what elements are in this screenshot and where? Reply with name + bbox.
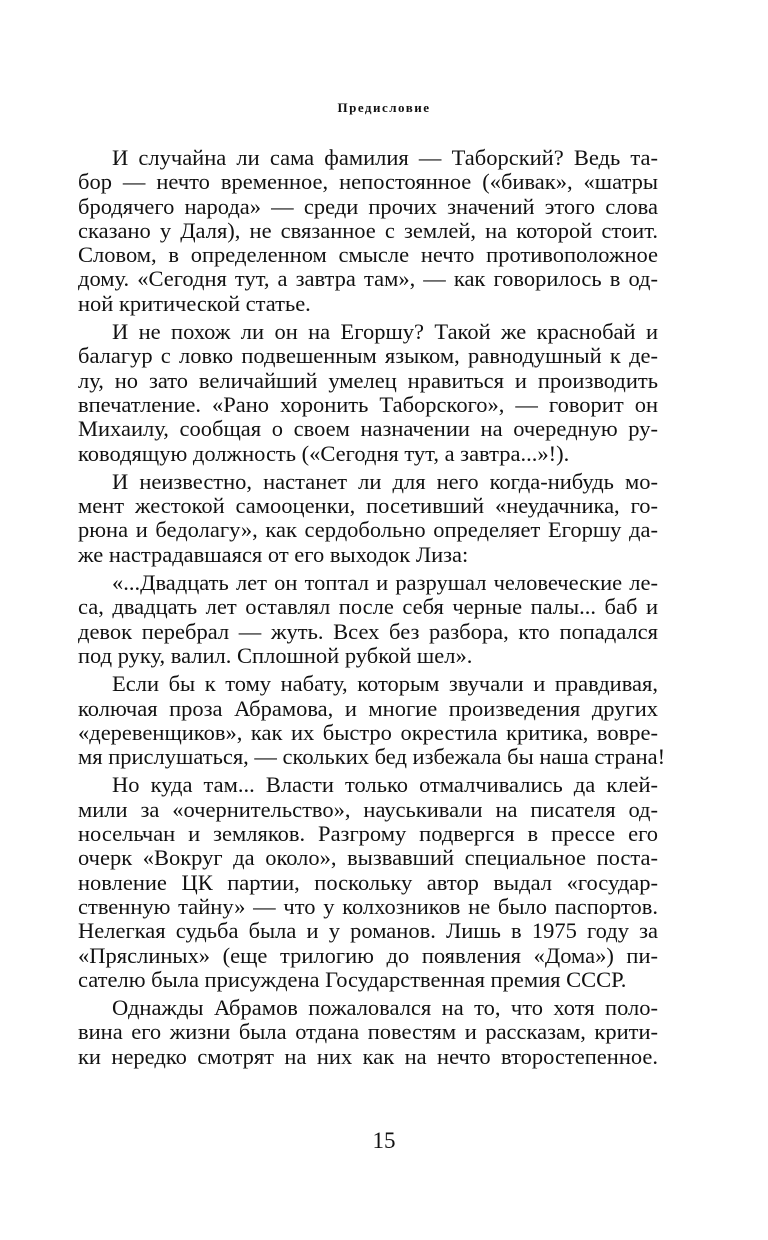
text-line: мент жестокой самооценки, посетивший «неудачника, го- <box>78 493 658 519</box>
text-line: Словом, в определенном смысле нечто противоположное <box>78 242 658 268</box>
text-line: Нелегкая судьба была и у романов. Лишь в 1975 году за <box>78 918 658 944</box>
text-line: Если бы к тому набату, которым звучали и правдивая, <box>112 671 658 697</box>
paragraph <box>78 320 658 466</box>
text-line: И не похож ли он на Егоршу? Такой же краснобай и <box>112 319 658 345</box>
text-line: колючая проза Абрамова, и многие произведения других <box>78 695 658 721</box>
text-line: И неизвестно, настанет ли для него когда-нибудь мо- <box>112 468 658 494</box>
text-line: ки нередко смотрят на них как на нечто второстепенное. <box>78 1043 658 1069</box>
running-head: Предисловие <box>337 100 431 115</box>
text-line: Но куда там... Власти только отмалчивались да клей- <box>112 772 658 798</box>
text-line: мили за «очернительство», науськивали на писателя од- <box>78 796 658 822</box>
paragraph <box>78 146 658 316</box>
page-number: 15 <box>372 1128 396 1153</box>
text-line: под руку, валил. Сплошной рубкой шел». <box>78 642 473 668</box>
paragraph <box>78 571 658 668</box>
text-line: очерк «Вокруг да около», вызвавший специальное поста- <box>78 845 658 871</box>
text-line: рюна и бедолагу», как сердобольно определяет Егоршу да- <box>78 517 658 543</box>
text-line: впечатление. «Рано хоронить Таборского», — говорит он <box>78 391 658 417</box>
text-line: ководящую должность («Сегодня тут, а завтра...»!). <box>78 440 570 466</box>
text-line: дому. «Сегодня тут, а завтра там», — как говорилось в од- <box>78 266 658 292</box>
text-line: «...Двадцать лет он топтал и разрушал человеческие ле- <box>112 570 658 596</box>
text-line: Однажды Абрамов пожаловался на то, что хотя поло- <box>112 995 658 1021</box>
text-line: бродячего народа» — среди прочих значений этого слова <box>78 193 658 219</box>
text-line: новление ЦК партии, поскольку автор выдал «государ- <box>78 869 658 895</box>
text-line: бор — нечто временное, непостоянное («бивак», «шатры <box>78 169 658 195</box>
text-line: же настрадавшаяся от его выходок Лиза: <box>78 541 469 567</box>
text-line: «Пряслиных» (еще трилогию до появления «Дома») пи- <box>78 942 658 968</box>
text-line: лу, но зато величайший умелец нравиться и производить <box>78 367 658 393</box>
paragraph <box>78 996 658 1069</box>
paragraph <box>78 773 658 992</box>
text-line: ной критической статье. <box>78 290 311 316</box>
text-line: балагур с ловко подвешенным языком, равнодушный к де- <box>78 343 658 369</box>
text-line: «деревенщиков», как их быстро окрестила критика, вовре- <box>78 719 658 745</box>
text-line: сказано у Даля), не связанное с землей, на которой стоит. <box>78 217 658 243</box>
paragraph <box>78 470 658 567</box>
text-line: носельчан и земляков. Разгрому подвергся в прессе его <box>78 821 658 847</box>
text-line: Михаилу, сообщая о своем назначении на очередную ру- <box>78 416 658 442</box>
text-line: са, двадцать лет оставлял после себя черные палы... баб и <box>78 594 658 620</box>
paragraph <box>78 671 666 770</box>
text-line: девок перебрал — жуть. Всех без разбора, кто попадался <box>78 618 658 644</box>
text-line: мя прислушаться, — скольких бед избежала бы наша страна! <box>78 744 666 770</box>
text-line: ственную тайну» — что у колхозников не было паспортов. <box>78 893 658 919</box>
text-line: вина его жизни была отдана повестям и рассказам, крити- <box>78 1019 658 1045</box>
text-line: сателю была присуждена Государственная премия СССР. <box>78 966 627 992</box>
body-text <box>78 145 666 1073</box>
text-line: И случайна ли сама фамилия — Таборский? Ведь та- <box>112 145 658 170</box>
